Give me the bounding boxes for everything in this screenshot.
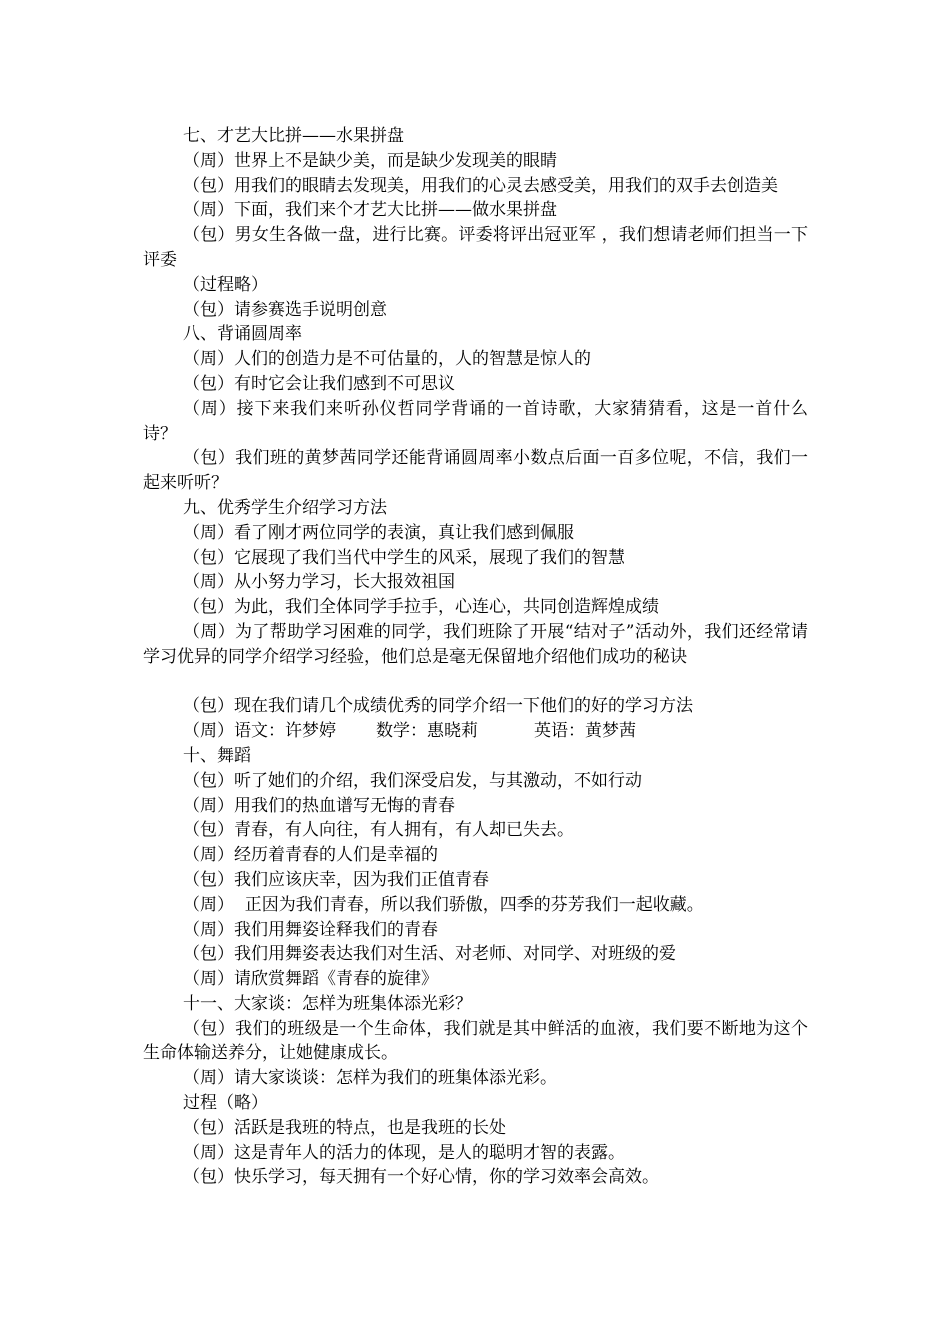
dialogue-line: （包）我们班的黄梦茜同学还能背诵圆周率小数点后面一百多位呢，不信，我们一起来听听？ [143,448,808,494]
subject-english: 英语：黄梦茜 [534,721,636,742]
dialogue-line: （包）青春，有人向往，有人拥有，有人却已失去。 [183,820,574,841]
dialogue-line: （周）人们的创造力是不可估量的，人的智慧是惊人的 [183,349,591,370]
section-heading: 八、背诵圆周率 [183,324,302,345]
dialogue-line: （包）我们用舞姿表达我们对生活、对老师、对同学、对班级的爱 [183,944,676,965]
dialogue-line: （周）用我们的热血谱写无悔的青春 [183,795,455,816]
dialogue-line: （包）请参赛选手说明创意 [183,299,387,320]
dialogue-line: （包）我们的班级是一个生命体，我们就是其中鲜活的血液，我们要不断地为这个生命体输送养分，让她健康成长。 [143,1018,808,1064]
dialogue-line: （包）我们应该庆幸，因为我们正值青春 [183,869,489,890]
subject-chinese: （周）语文：许梦婷 [183,721,336,742]
dialogue-line: （周）请大家谈谈：怎样为我们的班集体添光彩。 [183,1068,557,1089]
dialogue-line: （包）现在我们请几个成绩优秀的同学介绍一下他们的好的学习方法 [183,696,693,717]
dialogue-line: （包）有时它会让我们感到不可思议 [183,373,455,394]
section-heading: 十、舞蹈 [183,745,251,766]
section-heading: 十一、大家谈：怎样为班集体添光彩？ [183,993,472,1014]
section-heading: 九、优秀学生介绍学习方法 [183,497,387,518]
dialogue-line: （周）这是青年人的活力的体现，是人的聪明才智的表露。 [183,1142,625,1163]
dialogue-line: （包）活跃是我班的特点，也是我班的长处 [183,1117,506,1138]
dialogue-line: （周）我们用舞姿诠释我们的青春 [183,919,438,940]
subject-list [143,719,808,744]
dialogue-line: （包）快乐学习，每天拥有一个好心情，你的学习效率会高效。 [183,1167,659,1188]
dialogue-line: （过程略） [183,274,268,295]
dialogue-line: （周）从小努力学习，长大报效祖国 [183,572,455,593]
dialogue-line: （包）为此，我们全体同学手拉手，心连心，共同创造辉煌成绩 [183,597,659,618]
document-page [143,124,808,1190]
dialogue-line: （周）请欣赏舞蹈《青春的旋律》 [183,969,438,990]
dialogue-line: （周）世界上不是缺少美，而是缺少发现美的眼睛 [183,150,557,171]
dialogue-line: （周）接下来我们来听孙仪哲同学背诵的一首诗歌，大家猜猜看，这是一首什么诗？ [143,398,808,444]
dialogue-line: （周）下面，我们来个才艺大比拼——做水果拼盘 [183,200,557,221]
dialogue-line: （包）男女生各做一盘，进行比赛。评委将评出冠亚军 ，我们想请老师们担当一下评委 [143,225,808,270]
subject-math: 数学：惠晓莉 [376,721,478,742]
dialogue-line: （周） 正因为我们青春，所以我们骄傲，四季的芬芳我们一起收藏。 [183,894,704,915]
dialogue-line: 过程（略） [183,1093,268,1114]
dialogue-line: （包）听了她们的介绍，我们深受启发，与其激动，不如行动 [183,770,642,791]
dialogue-line: （周）经历着青春的人们是幸福的 [183,845,438,866]
dialogue-line: （周）看了刚才两位同学的表演，真让我们感到佩服 [183,522,574,543]
blank-line [143,670,808,695]
section-heading: 七、才艺大比拼——水果拼盘 [183,126,404,146]
dialogue-line: （包）用我们的眼睛去发现美，用我们的心灵去感受美，用我们的双手去创造美 [183,175,778,196]
dialogue-line: （包）它展现了我们当代中学生的风采，展现了我们的智慧 [183,547,625,568]
dialogue-line: （周）为了帮助学习困难的同学，我们班除了开展“结对子”活动外，我们还经常请学习优异的同学介绍学习经验，他们总是毫无保留地介绍他们成功的秘诀 [143,621,808,667]
